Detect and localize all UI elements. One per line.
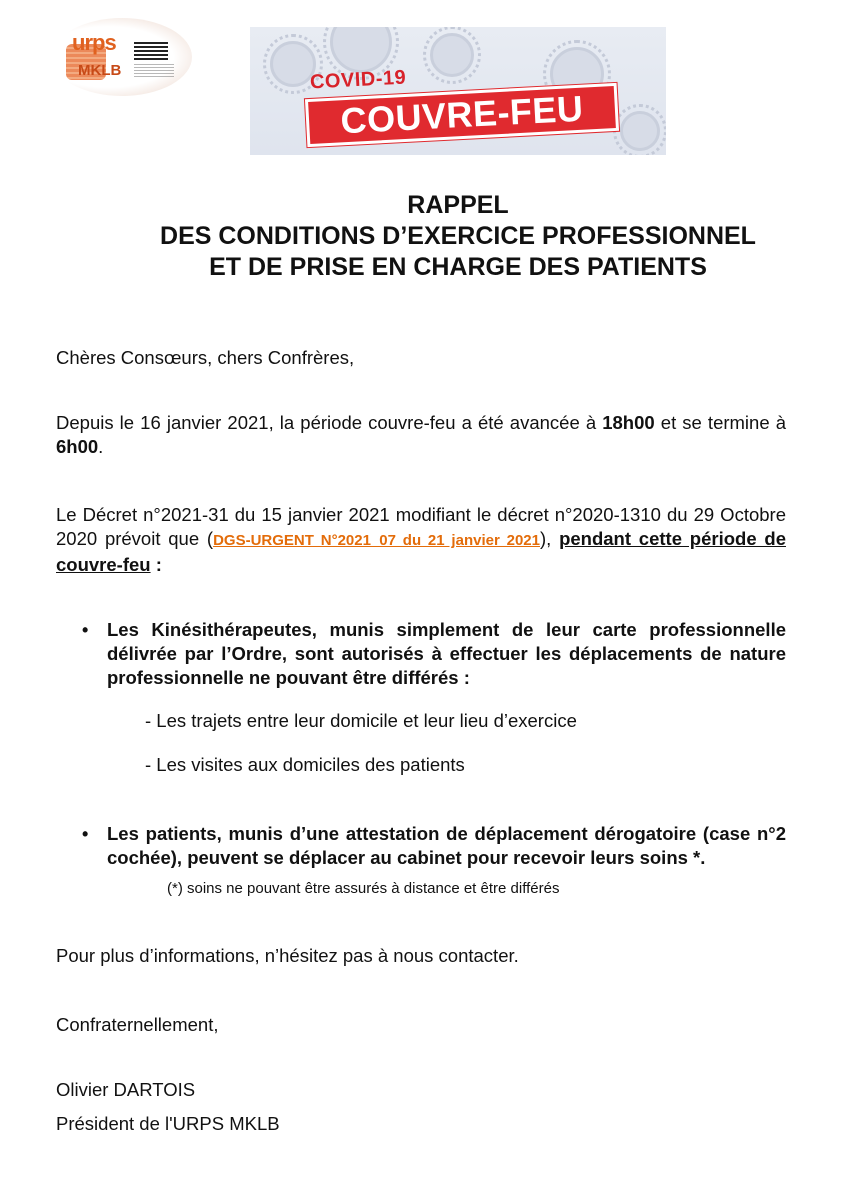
signature-role: Président de l'URPS MKLB [56,1113,280,1134]
bullet-1-text: Les Kinésithérapeutes, munis simplement de leur carte professionnelle délivrée par l’Ordre, sont autorisés à effectuer les déplacements de nature professionnelle ne pouvant être différés : [107,619,786,688]
title-line-3: ET DE PRISE EN CHARGE DES PATIENTS [209,253,707,281]
signature-name: Olivier DARTOIS [56,1079,196,1100]
virus-icon [430,33,474,77]
logo-urps-text: urps [72,30,116,55]
paragraph-decree [56,503,786,577]
p1-text-3: . [98,436,104,457]
sub-item-commute: - Les trajets entre leur domicile et leur lieu d’exercice [145,710,577,731]
bullet-icon: • [82,824,89,844]
dgs-urgent-link[interactable]: DGS-URGENT N°2021_07 du 21 janvier 2021 [213,532,540,549]
paragraph-curfew-hours [56,411,786,459]
banner-curfew-label: COUVRE-FEU [305,83,619,147]
covid-curfew-banner [250,27,666,155]
p2-text-2: ), [539,528,560,549]
bullet-patients [56,822,786,870]
bullet-physiotherapists [56,618,786,690]
urps-mklb-logo [52,18,192,96]
p1-text-2: et se termine à [654,412,786,433]
bullet-icon: • [82,620,89,640]
virus-icon [620,111,660,151]
footnote: (*) soins ne pouvant être assurés à distance et être différés [167,880,560,897]
sub-item-home-visits: - Les visites aux domiciles des patients [145,754,465,775]
p1-end-time: 6h00 [56,436,99,457]
p2-text-1: Le Décret n°2021-31 du 15 janvier 2021 modifiant le décret n°2020-1310 du 29 Octobre 2020 prévoit que ( [56,504,786,549]
p1-text-1: Depuis le 16 janvier 2021, la période couvre-feu a été avancée à [56,412,603,433]
logo-mklb-text: MKLB [78,62,122,79]
bullet-2-text: Les patients, munis d’une attestation de déplacement dérogatoire (case n°2 cochée), peuvent se déplacer au cabinet pour recevoir leurs soins *. [107,823,786,868]
logo-subtitle-lines [134,64,174,78]
banner-covid-label: COVID-19 [309,66,407,94]
greeting: Chères Consœurs, chers Confrères, [56,347,355,368]
p2-curfew-period: pendant cette période de couvre-feu [56,528,786,575]
title-line-2: DES CONDITIONS D’EXERCICE PROFESSIONNEL [160,222,756,250]
p2-text-3: : [150,554,162,575]
document-title [56,190,848,283]
breton-flag-icon [134,42,168,60]
p1-start-time: 18h00 [602,412,655,433]
contact-info: Pour plus d’informations, n’hésitez pas à nous contacter. [56,945,519,966]
closing: Confraternellement, [56,1014,219,1035]
title-line-1: RAPPEL [407,191,509,219]
virus-icon [330,27,392,73]
